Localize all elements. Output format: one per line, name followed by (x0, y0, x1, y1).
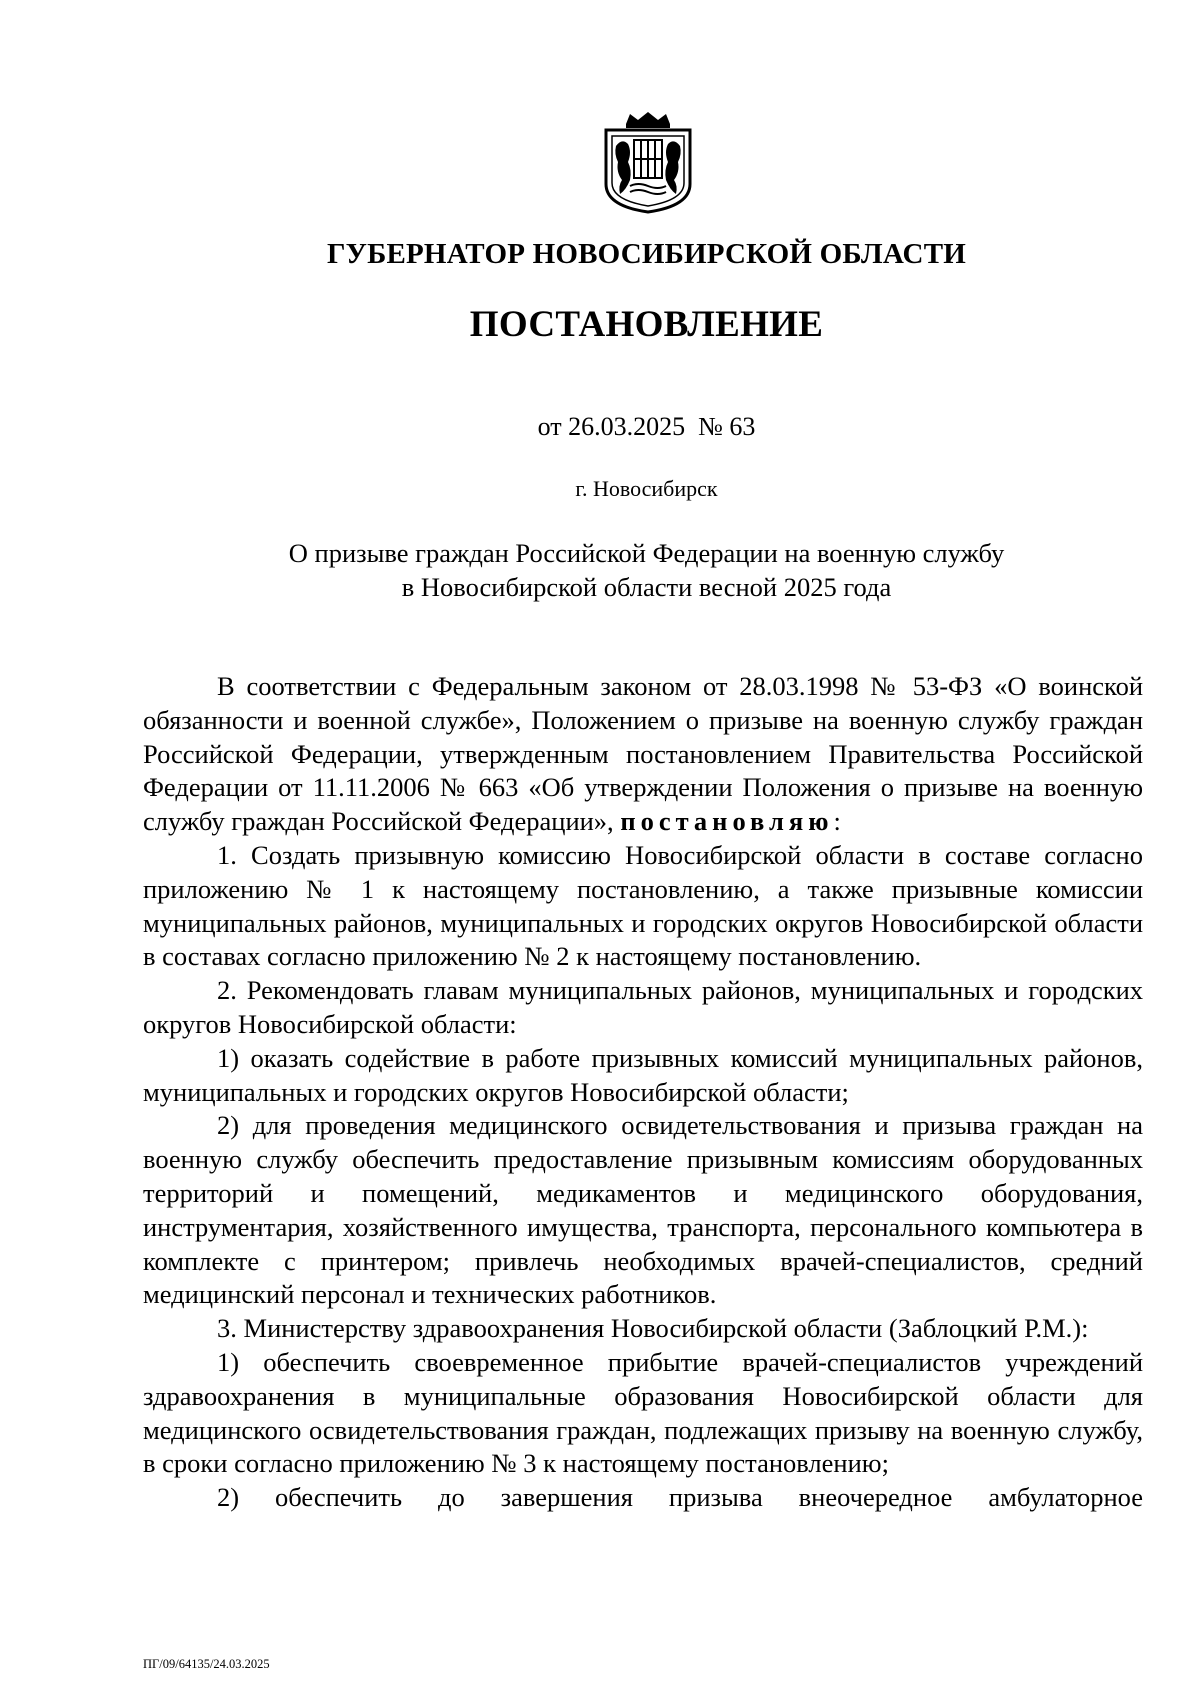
preamble-text: В соответствии с Федеральным законом от 28.03.1998 № 53-ФЗ «О воинской обязанности и военной службе», Положением о призыве на военную службу граждан Российской Федерации, утвержденным постановлением Правительства Российской Федерации от 11.11.2006 № 663 «Об утверждении Положения о призыве на военную службу граждан Российской Федерации», (143, 671, 1143, 837)
decree-word: постановляю (620, 806, 834, 837)
paragraph-2-2: 2) для проведения медицинского освидетельствования и призыва граждан на военную службу обеспечить предоставление призывным комиссиям оборудованных территорий и помещений, медикаментов и медицинского оборудования, инструментария, хозяйственного имущества, транспорта, персонального компьютера в комплекте с принтером; привлечь необходимых врачей-специалистов, средний медицинский персонал и технических работников. (143, 1110, 1143, 1310)
preamble-paragraph (143, 670, 1143, 839)
subject-line: в Новосибирской области весной 2025 года (401, 572, 892, 602)
document-subject (0, 536, 1200, 604)
document-type: ПОСТАНОВЛЕНИЕ (469, 304, 824, 345)
date-number-line: от 26.03.2025 № 63 (537, 412, 756, 441)
paragraph-2-1: 1) оказать содействие в работе призывных комиссий муниципальных районов, муниципальных и городских округов Новосибирской области; (143, 1042, 1143, 1107)
city-line: г. Новосибирск (575, 476, 718, 501)
organization-title: ГУБЕРНАТОР НОВОСИБИРСКОЙ ОБЛАСТИ (326, 238, 967, 270)
coat-of-arms-icon (600, 110, 696, 214)
paragraph-2: 2. Рекомендовать главам муниципальных районов, муниципальных и городских округов Новосибирской области: (143, 975, 1143, 1039)
paragraph-3: 3. Министерству здравоохранения Новосибирской области (Заблоцкий Р.М.): (217, 1313, 1089, 1344)
paragraph-3-1: 1) обеспечить своевременное прибытие врачей-специалистов учреждений здравоохранения в муниципальные образования Новосибирской области для медицинского освидетельствования граждан, подлежащих призыву на военную службу, в сроки согласно приложению № 3 к настоящему постановлению; (143, 1346, 1143, 1479)
document-body (143, 670, 1143, 1515)
paragraph-1: 1. Создать призывную комиссию Новосибирской области в составе согласно приложению № 1 к настоящему постановлению, а также призывные комиссии муниципальных районов, муниципальных и городских округов Новосибирской области в составах согласно приложению № 2 к настоящему постановлению. (143, 839, 1143, 972)
subject-line: О призыве граждан Российской Федерации на военную службу (288, 538, 1005, 568)
decree-colon: : (833, 806, 841, 837)
footer-code: ПГ/09/64135/24.03.2025 (143, 1657, 270, 1671)
paragraph-3-2: 2) обеспечить до завершения призыва внеочередное амбулаторное (217, 1482, 1143, 1513)
